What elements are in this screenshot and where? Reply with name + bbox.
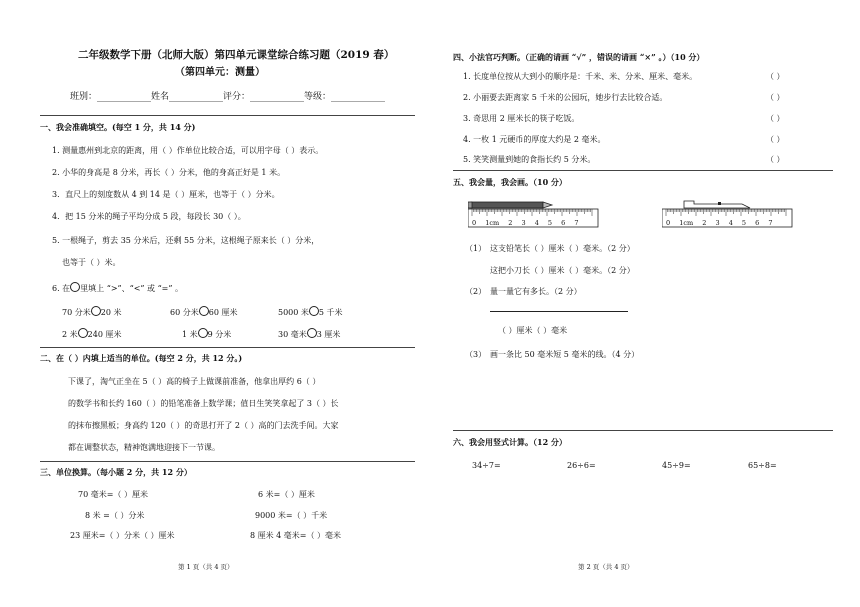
section-2-title: 二、在（ ）内填上适当的单位。(每空 2 分，共 12 分。) — [40, 353, 243, 363]
judge-answer-paren: （ ） — [766, 114, 785, 123]
page-2 — [430, 0, 860, 607]
question-5-1-knife: 这把小刀长（ ）厘米（ ）毫米。（2 分） — [490, 266, 635, 275]
question-5-3: 画一条比 50 毫米短 5 毫米的线。（4 分） — [490, 350, 640, 359]
question-5-1-lead: （1） — [465, 244, 487, 253]
compare-item: 60 分米 60 厘米 — [170, 308, 238, 317]
question-5-2-answer: （ ）厘米（ ）毫米 — [498, 326, 568, 335]
compare-item: 2 米 240 厘米 — [62, 330, 122, 339]
section-4-title: 四、小法官巧判断。（正确的请画 “√” ，错误的请画 “×” 。）（10 分） — [453, 52, 705, 62]
section-2-line-1: 下课了，淘气正坐在 5（ ）高的椅子上做课前准备，他拿出厚约 6（ ） — [68, 377, 321, 386]
calc-item: 34÷7= — [472, 461, 501, 470]
conversion-item: 8 米 =（ ）分米 — [85, 511, 145, 520]
question-1-5-line-1: 5. 一根绳子，剪去 35 分米后，还剩 55 分米，这根绳子原来长（ ）分米， — [52, 236, 320, 245]
section-2-line-2: 的数学书和长约 160（ ）的铅笔准备上数学课；值日生笑笑拿起了 3（ ）长 — [68, 399, 339, 408]
section-6-title: 六、我会用竖式计算。（12 分） — [453, 437, 567, 447]
divider — [40, 115, 415, 116]
question-1-2: 2. 小华的身高是 8 分米，再长（ ）分米，他的身高正好是 1 米。 — [52, 168, 286, 177]
conversion-item: 6 米=（ ）厘米 — [258, 490, 315, 499]
conversion-item: 8 厘米 4 毫米=（ ）毫米 — [250, 531, 342, 540]
conversion-item: 23 厘米=（ ）分米（ ）厘米 — [70, 531, 175, 540]
worksheet-title: 二年级数学下册（北师大版）第四单元课堂综合练习题（2019 春） — [78, 49, 395, 61]
measure-line — [490, 311, 628, 312]
student-info-line: 班别：____________姓名____________评分：____________等级：____________ — [70, 92, 386, 102]
judge-answer-paren: （ ） — [766, 135, 785, 144]
judge-answer-paren: （ ） — [766, 93, 785, 102]
judge-answer-paren: （ ） — [766, 72, 785, 81]
section-2-line-4: 都在调整状态，精神饱满地迎接下一节课。 — [68, 443, 220, 452]
divider — [453, 170, 833, 171]
ruler-1-labels: 0 1cm 2 3 4 5 6 7 — [472, 219, 579, 227]
compare-circle-icon — [91, 306, 101, 316]
compare-circle-icon — [70, 282, 80, 292]
compare-item: 70 分米 20 米 — [62, 308, 122, 317]
divider — [40, 461, 415, 462]
judge-item: 3. 奇思用 2 厘米长的筷子吃饭。 — [463, 114, 580, 123]
conversion-item: 70 毫米=（ ）厘米 — [78, 490, 148, 499]
question-1-3: 3．直尺上的刻度数从 4 到 14 是（ ）厘米，也等于（ ）分米。 — [52, 190, 280, 199]
question-1-6-lead: 6. 在 — [52, 284, 71, 293]
compare-circle-icon — [198, 328, 208, 338]
calc-item: 65÷8= — [748, 461, 777, 470]
divider — [40, 347, 415, 348]
question-1-1: 1. 测量惠州到北京的距离，用（ ）作单位比较合适，可以用字母（ ）表示。 — [52, 146, 324, 155]
worksheet-subtitle: （第四单元：测量） — [175, 67, 265, 78]
conversion-item: 9000 米=（ ）千米 — [255, 511, 328, 520]
judge-item: 5. 笑笑测量到她的食指长约 5 分米。 — [463, 155, 596, 164]
ruler-2-labels: 0 1cm 2 3 4 5 6 7 — [666, 219, 773, 227]
compare-item: 30 毫米 3 厘米 — [278, 330, 341, 339]
section-5-title: 五、我会量，我会画。（10 分） — [453, 177, 567, 187]
calc-item: 45÷9= — [662, 461, 691, 470]
judge-item: 2. 小丽要去距离家 5 千米的公园玩，她步行去比较合适。 — [463, 93, 668, 102]
question-5-2: 量一量它有多长。（2 分） — [490, 287, 582, 296]
question-1-4: 4．把 15 分米的绳子平均分成 5 段，每段长 30（ ）。 — [52, 212, 246, 221]
question-1-6 — [52, 282, 183, 294]
compare-circle-icon — [307, 328, 317, 338]
judge-item: 1. 长度单位按从大到小的顺序是：千米、米、分米、厘米、毫米。 — [463, 72, 698, 81]
compare-circle-icon — [309, 306, 319, 316]
section-1-title: 一、我会准确填空。(每空 1 分，共 14 分) — [40, 122, 196, 132]
judge-item: 4. 一枚 1 元硬币的厚度大约是 2 毫米。 — [463, 135, 606, 144]
compare-circle-icon — [199, 306, 209, 316]
question-1-6-text: 里填上 “>”、“<” 或 “=” 。 — [80, 284, 184, 293]
question-1-5-line-2: 也等于（ ）米。 — [62, 258, 121, 267]
section-2-line-3: 的抹布擦黑板；身高约 120（ ）的奇思打开了 2（ ）高的门去洗手间。大家 — [68, 421, 339, 430]
compare-circle-icon — [78, 328, 88, 338]
judge-answer-paren: （ ） — [766, 155, 785, 164]
compare-item: 1 米 9 分米 — [182, 330, 232, 339]
page-footer: 第 2 页（共 4 页） — [578, 563, 634, 571]
divider — [453, 430, 833, 431]
compare-item: 5000 米 5 千米 — [278, 308, 343, 317]
calc-item: 26÷6= — [567, 461, 596, 470]
section-3-title: 三、单位换算。（每小题 2 分，共 12 分） — [40, 467, 192, 477]
question-5-3-lead: （3） — [465, 350, 487, 359]
page-footer: 第 1 页（共 4 页） — [178, 563, 234, 571]
question-5-1-pencil: 这支铅笔长（ ）厘米（ ）毫米。（2 分） — [490, 244, 635, 253]
question-5-2-lead: （2） — [465, 287, 487, 296]
